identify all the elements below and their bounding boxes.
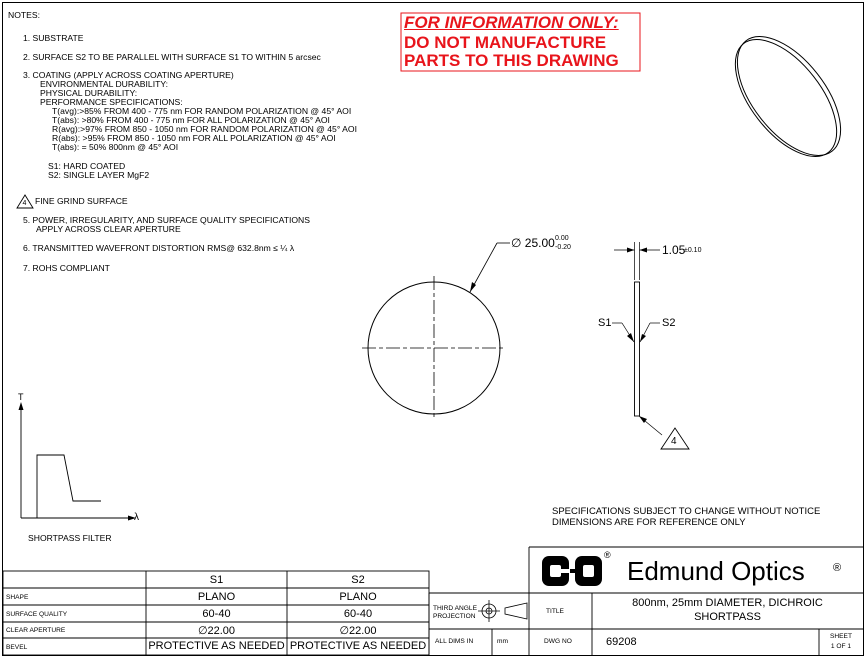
note-7: 7. ROHS COMPLIANT bbox=[23, 263, 110, 273]
side-flag-number: 4 bbox=[671, 436, 677, 447]
warning-line-2: DO NOT MANUFACTURE bbox=[404, 33, 607, 52]
diameter-tol-lower: -0.20 bbox=[555, 244, 571, 251]
thickness-tolerance: ±0.10 bbox=[684, 247, 702, 254]
coating-s2: S2: SINGLE LAYER MgF2 bbox=[48, 170, 150, 180]
spec-line-5: T(abs): = 50% 800nm @ 45° AOI bbox=[52, 142, 179, 152]
company-name: Edmund Optics bbox=[627, 556, 805, 586]
note-5: 5. POWER, IRREGULARITY, AND SURFACE QUALITY SPECIFICATIONS bbox=[23, 215, 310, 225]
spec-line-4: R(abs): >95% FROM 850 - 1050 nm FOR ALL POLARIZATION @ 45° AOI bbox=[52, 133, 336, 143]
disclaimer-line-1: SPECIFICATIONS SUBJECT TO CHANGE WITHOUT NOTICE bbox=[552, 506, 821, 517]
note-6: 6. TRANSMITTED WAVEFRONT DISTORTION RMS@ 632.8nm ≤ ¼ λ bbox=[23, 243, 295, 253]
table-row-label: SHAPE bbox=[6, 594, 29, 601]
dwg-no-value: 69208 bbox=[606, 636, 637, 648]
spec-line-1: T(avg):>85% FROM 400 - 775 nm FOR RANDOM POLARIZATION @ 45° AOI bbox=[52, 106, 352, 116]
table-cell-s2: ∅22.00 bbox=[339, 625, 377, 637]
note-4-number: 4 bbox=[22, 200, 27, 207]
front-view bbox=[362, 243, 510, 420]
drawing-title-line-2: SHORTPASS bbox=[694, 611, 761, 623]
sheet-value: 1 OF 1 bbox=[830, 643, 852, 650]
table-row-label: BEVEL bbox=[6, 644, 28, 651]
table-row-label: SURFACE QUALITY bbox=[6, 611, 68, 618]
company-registered-mark: ® bbox=[833, 562, 842, 574]
graph-caption: SHORTPASS FILTER bbox=[28, 533, 112, 543]
edmund-logo-mark bbox=[542, 556, 602, 586]
filter-curve bbox=[37, 455, 101, 518]
disclaimer-line-2: DIMENSIONS ARE FOR REFERENCE ONLY bbox=[552, 517, 746, 528]
surface-s2-label: S2 bbox=[662, 317, 676, 329]
table-cell-s1: 60-40 bbox=[202, 608, 231, 620]
isometric-disc-view bbox=[716, 19, 861, 174]
note-3: 3. COATING (APPLY ACROSS COATING APERTURE) bbox=[23, 70, 234, 80]
note-1: 1. SUBSTRATE bbox=[23, 33, 84, 43]
third-angle-projection-symbol bbox=[478, 600, 527, 622]
projection-label-2: PROJECTION bbox=[433, 613, 476, 620]
table-cell-s2: PROTECTIVE AS NEEDED bbox=[289, 640, 427, 652]
units-value: mm bbox=[497, 638, 508, 645]
table-row-label: CLEAR APERTURE bbox=[6, 627, 66, 634]
spec-line-3: R(avg):>97% FROM 850 - 1050 nm FOR RANDOM POLARIZATION @ 45° AOI bbox=[52, 124, 357, 134]
dwg-no-label: DWG NO bbox=[544, 638, 572, 645]
note-5-continued: APPLY ACROSS CLEAR APERTURE bbox=[36, 224, 181, 234]
diameter-dimension: ∅ 25.00 bbox=[511, 236, 555, 250]
title-label: TITLE bbox=[546, 608, 564, 615]
table-cell-s1: ∅22.00 bbox=[197, 625, 236, 637]
projection-label-1: THIRD ANGLE bbox=[433, 605, 477, 612]
note-4: FINE GRIND SURFACE bbox=[35, 196, 128, 206]
note-3-physical: PHYSICAL DURABILITY: bbox=[40, 88, 138, 98]
table-cell-s1: PROTECTIVE AS NEEDED bbox=[148, 640, 285, 652]
table-cell-s2: PLANO bbox=[339, 591, 377, 603]
shortpass-graph bbox=[19, 402, 137, 521]
graph-y-label: T bbox=[18, 392, 24, 402]
surface-s1-label: S1 bbox=[598, 317, 612, 329]
drawing-title-line-1: 800nm, 25mm DIAMETER, DICHROIC bbox=[632, 597, 823, 609]
table-cell-s2: 60-40 bbox=[343, 608, 373, 620]
side-view bbox=[612, 242, 689, 449]
graph-x-label: λ bbox=[134, 512, 139, 523]
logo-registered-mark: ® bbox=[604, 550, 611, 560]
diameter-tol-upper: 0.00 bbox=[555, 235, 569, 242]
warning-line-3: PARTS TO THIS DRAWING bbox=[404, 51, 619, 70]
table-cell-s1: PLANO bbox=[197, 591, 236, 603]
notes-heading: NOTES: bbox=[8, 10, 40, 20]
spec-line-2: T(abs): >80% FROM 400 - 775 nm FOR ALL POLARIZATION @ 45° AOI bbox=[52, 115, 330, 125]
coating-s1: S1: HARD COATED bbox=[48, 161, 126, 171]
thickness-dimension: 1.05 bbox=[662, 243, 686, 257]
note-3-environmental: ENVIRONMENTAL DURABILITY: bbox=[40, 79, 168, 89]
all-dims-label: ALL DIMS IN bbox=[435, 638, 474, 645]
sheet-label: SHEET bbox=[830, 633, 852, 640]
note-3-performance: PERFORMANCE SPECIFICATIONS: bbox=[40, 97, 183, 107]
warning-line-1: FOR INFORMATION ONLY: bbox=[404, 13, 619, 32]
note-2: 2. SURFACE S2 TO BE PARALLEL WITH SURFACE S1 TO WITHIN 5 arcsec bbox=[23, 52, 321, 62]
table-header-s1: S1 bbox=[209, 574, 224, 586]
table-header-s2: S2 bbox=[351, 574, 365, 586]
